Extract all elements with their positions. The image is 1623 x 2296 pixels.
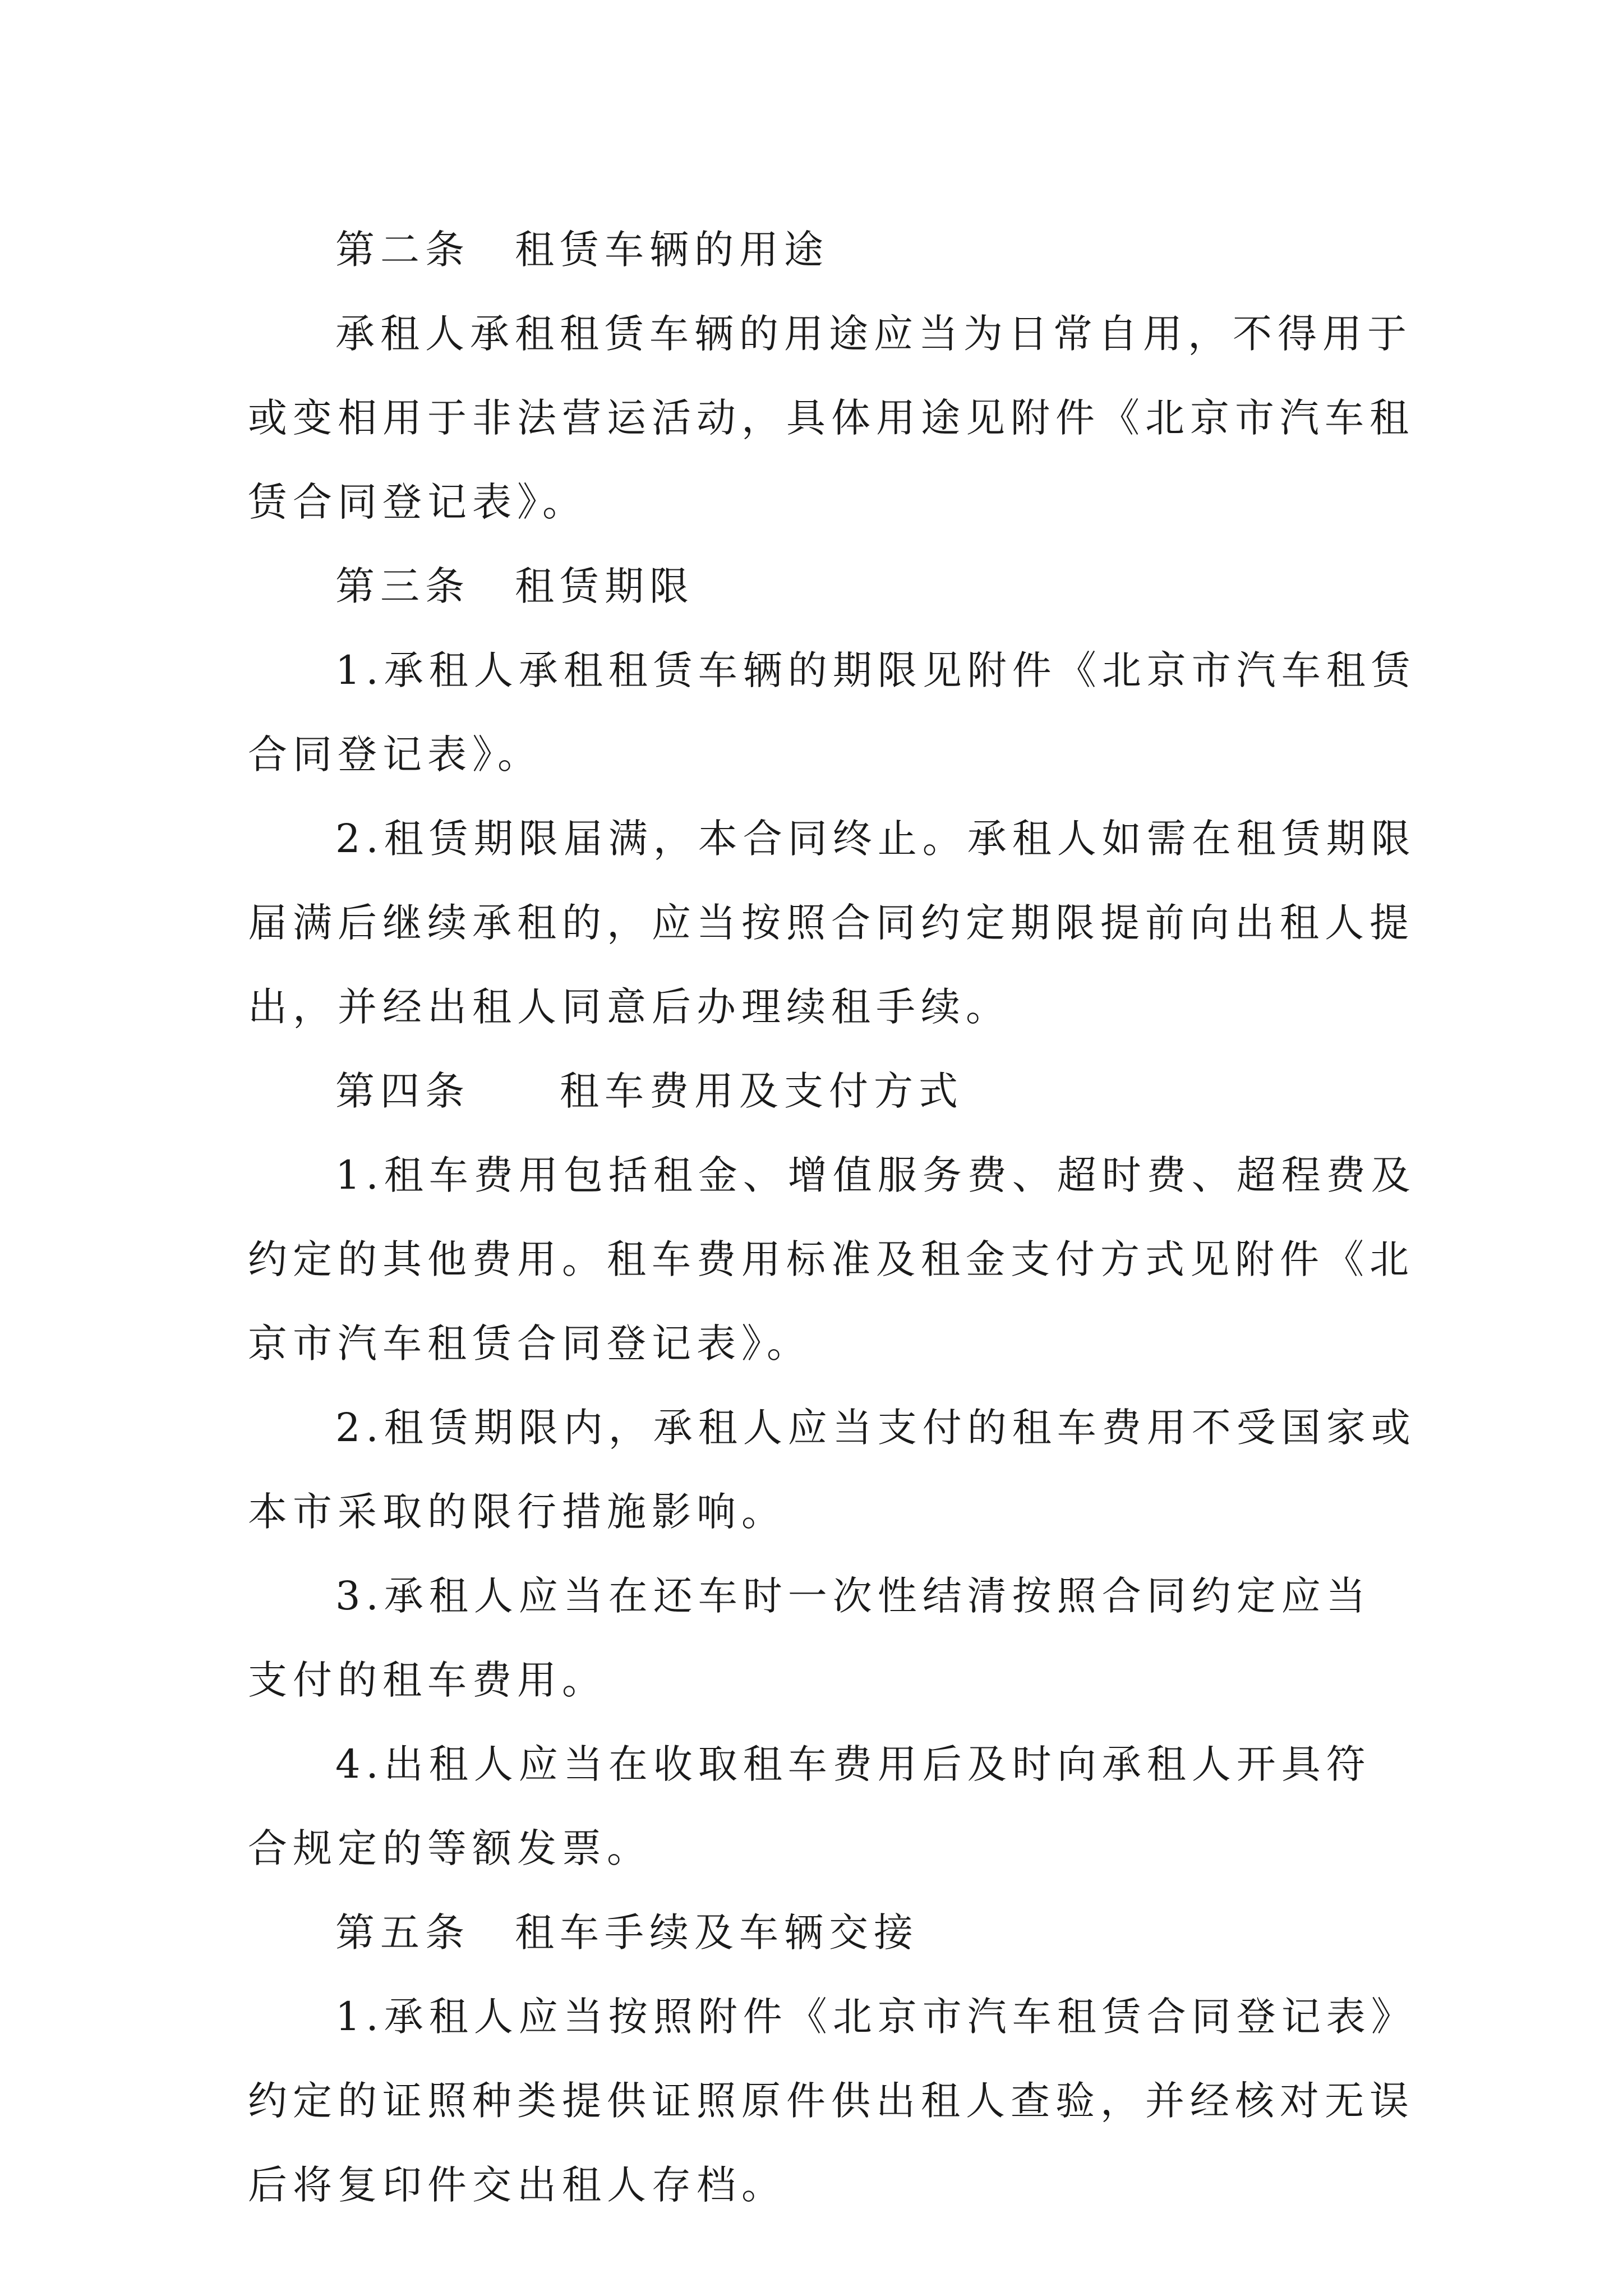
article-heading (248, 1890, 1386, 1975)
article-number: 第二条 (335, 227, 470, 273)
paragraph-line: 4.出租人应当在收取租车费用后及时向承租人开具符 (335, 1741, 1371, 1787)
paragraph-line: 出，并经出租人同意后办理续租手续。 (248, 984, 1011, 1030)
paragraph-line: 支付的租车费用。 (248, 1657, 607, 1703)
paragraph-line: 赁合同登记表》。 (248, 479, 587, 525)
paragraph-line: 届满后继续承租的，应当按照合同约定期限提前向出租人提 (248, 900, 1414, 946)
article-title: 租赁期限 (515, 563, 694, 609)
article-title: 租车手续及车辆交接 (515, 1910, 919, 1955)
paragraph-line: 合同登记表》。 (248, 731, 542, 777)
paragraph-line: 约定的证照种类提供证照原件供出租人查验，并经核对无误 (248, 2078, 1414, 2124)
article-heading (248, 208, 1386, 292)
document-body (248, 208, 1416, 2227)
paragraph-line: 1.承租人应当按照附件《北京市汽车租赁合同登记表》 (335, 1994, 1416, 2040)
paragraph-line: 后将复印件交出租人存档。 (248, 2162, 786, 2208)
article-title: 租赁车辆的用途 (515, 227, 829, 273)
article-number: 第五条 (335, 1910, 470, 1955)
paragraph-line: 2.租赁期限届满，本合同终止。承租人如需在租赁期限 (335, 816, 1416, 862)
paragraph-line: 约定的其他费用。租车费用标准及租金支付方式见附件《北 (248, 1236, 1414, 1282)
paragraph-line: 本市采取的限行措施影响。 (248, 1489, 786, 1535)
article-number: 第四条 (335, 1068, 470, 1114)
paragraph-line: 合规定的等额发票。 (248, 1825, 652, 1871)
article-title: 租车费用及支付方式 (560, 1068, 963, 1114)
paragraph-line: 3.承租人应当在还车时一次性结清按照合同约定应当 (335, 1573, 1371, 1619)
paragraph-line: 京市汽车租赁合同登记表》。 (248, 1320, 811, 1366)
article-heading (248, 1049, 1386, 1133)
article-number: 第三条 (335, 563, 470, 609)
paragraph-line: 承租人承租租赁车辆的用途应当为日常自用，不得用于 (335, 311, 1412, 357)
article-heading (248, 544, 1386, 628)
paragraph-line: 或变相用于非法营运活动，具体用途见附件《北京市汽车租 (248, 395, 1414, 441)
paragraph-line: 2.租赁期限内，承租人应当支付的租车费用不受国家或 (335, 1405, 1416, 1451)
paragraph-line: 1.租车费用包括租金、增值服务费、超时费、超程费及 (335, 1152, 1416, 1198)
paragraph-line: 1.承租人承租租赁车辆的期限见附件《北京市汽车租赁 (335, 647, 1416, 693)
